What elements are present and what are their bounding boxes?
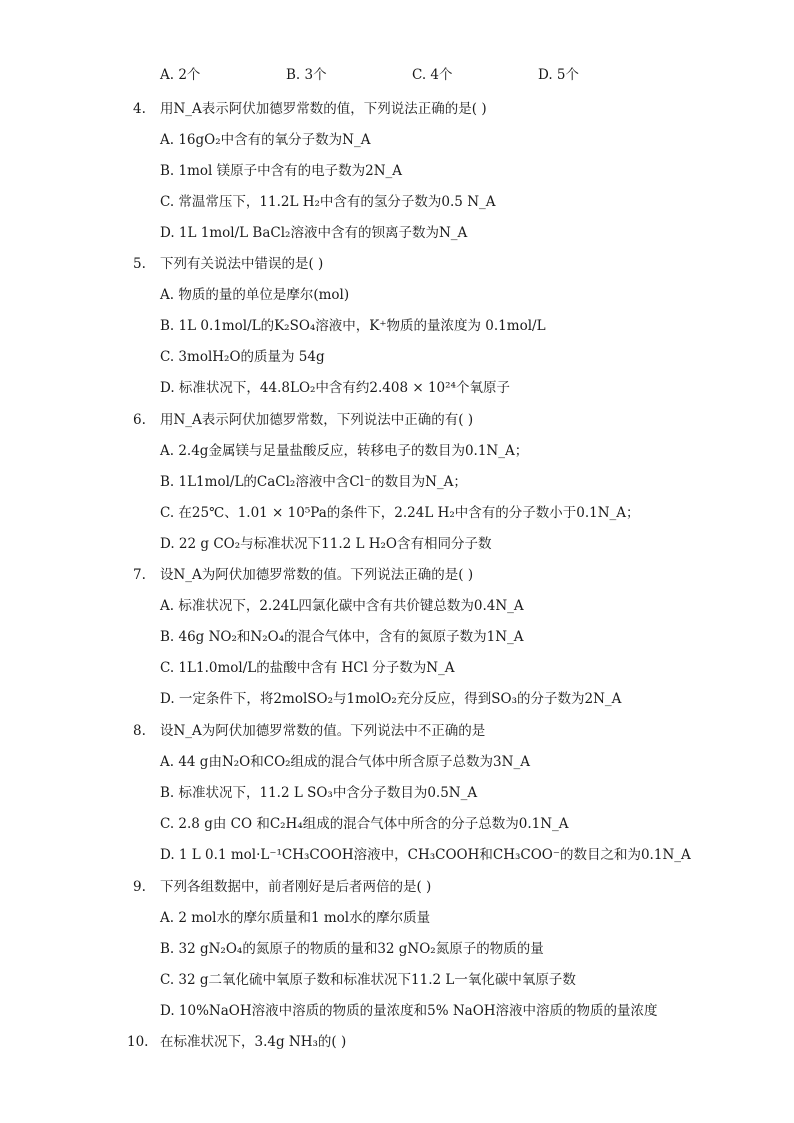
option-a: A. 44 g由N₂O和CO₂组成的混合气体中所含原子总数为3N_A	[160, 754, 530, 770]
option-c: C. 2.8 g由 CO 和C₂H₄组成的混合气体中所含的分子总数为0.1N_A	[160, 816, 569, 832]
option-b: B. 3个	[286, 67, 327, 83]
option-a: A. 2 mol水的摩尔质量和1 mol水的摩尔质量	[160, 910, 431, 926]
option-a: A. 16gO₂中含有的氧分子数为N_A	[160, 132, 371, 148]
question-stem: 用N_A表示阿伏加德罗常数的值，下列说法正确的是( )	[160, 101, 487, 117]
option-c: C. 常温常压下，11.2L H₂中含有的氢分子数为0.5 N_A	[160, 194, 496, 210]
option-c: C. 32 g二氧化硫中氧原子数和标准状况下11.2 L一氧化碳中氧原子数	[160, 972, 576, 988]
option-a: A. 2.4g金属镁与足量盐酸反应，转移电子的数目为0.1N_A；	[160, 443, 529, 459]
option-d: D. 一定条件下，将2molSO₂与1molO₂充分反应，得到SO₃的分子数为2N_A	[160, 691, 622, 707]
question-number: 8.	[133, 723, 146, 739]
previous-question-options	[160, 65, 720, 85]
question-number: 4.	[133, 101, 146, 117]
option-c: C. 4个	[412, 67, 453, 83]
option-d: D. 10%NaOH溶液中溶质的物质的量浓度和5% NaOH溶液中溶质的物质的量浓度	[160, 1003, 658, 1019]
question-number: 7.	[133, 567, 146, 583]
question-number: 5.	[133, 256, 146, 272]
option-b: B. 1L 0.1mol/L的K₂SO₄溶液中，K⁺物质的量浓度为 0.1mol/L	[160, 318, 546, 334]
option-d: D. 22 g CO₂与标准状况下11.2 L H₂O含有相同分子数	[160, 536, 492, 552]
question-stem: 下列各组数据中，前者刚好是后者两倍的是( )	[160, 879, 432, 895]
option-d: D. 1 L 0.1 mol·L⁻¹CH₃COOH溶液中，CH₃COOH和CH₃COO⁻的数目之和为0.1N_A	[160, 847, 691, 863]
question-stem: 在标准状况下，3.4g NH₃的( )	[160, 1034, 347, 1050]
option-b: B. 1mol 镁原子中含有的电子数为2N_A	[160, 163, 403, 179]
question-stem: 设N_A为阿伏加德罗常数的值。下列说法中不正确的是	[160, 723, 486, 739]
option-a: A. 2个	[160, 67, 201, 83]
question-stem: 下列有关说法中错误的是( )	[160, 256, 324, 272]
question-number: 10.	[127, 1034, 149, 1050]
option-b: B. 标准状况下，11.2 L SO₃中含分子数目为0.5N_A	[160, 785, 478, 801]
option-d: D. 5个	[538, 67, 580, 83]
option-c: C. 1L1.0mol/L的盐酸中含有 HCl 分子数为N_A	[160, 660, 455, 676]
option-d: D. 标准状况下，44.8LO₂中含有约2.408 × 10²⁴个氧原子	[160, 380, 510, 396]
option-b: B. 46g NO₂和N₂O₄的混合气体中，含有的氮原子数为1N_A	[160, 629, 524, 645]
option-a: A. 物质的量的单位是摩尔(mol)	[160, 287, 350, 303]
option-a: A. 标准状况下，2.24L四氯化碳中含有共价键总数为0.4N_A	[160, 598, 524, 614]
option-d: D. 1L 1mol/L BaCl₂溶液中含有的钡离子数为N_A	[160, 225, 468, 241]
question-number: 6.	[133, 412, 146, 428]
option-c: C. 在25℃、1.01 × 10⁵Pa的条件下，2.24L H₂中含有的分子数小于0.1N_A；	[160, 505, 640, 521]
question-stem: 用N_A表示阿伏加德罗常数，下列说法中正确的有( )	[160, 412, 474, 428]
question-stem: 设N_A为阿伏加德罗常数的值。下列说法正确的是( )	[160, 567, 474, 583]
option-b: B. 32 gN₂O₄的氮原子的物质的量和32 gNO₂氮原子的物质的量	[160, 941, 544, 957]
option-b: B. 1L1mol/L的CaCl₂溶液中含Cl⁻的数目为N_A；	[160, 474, 467, 490]
question-number: 9.	[133, 879, 146, 895]
option-c: C. 3molH₂O的质量为 54g	[160, 349, 325, 365]
